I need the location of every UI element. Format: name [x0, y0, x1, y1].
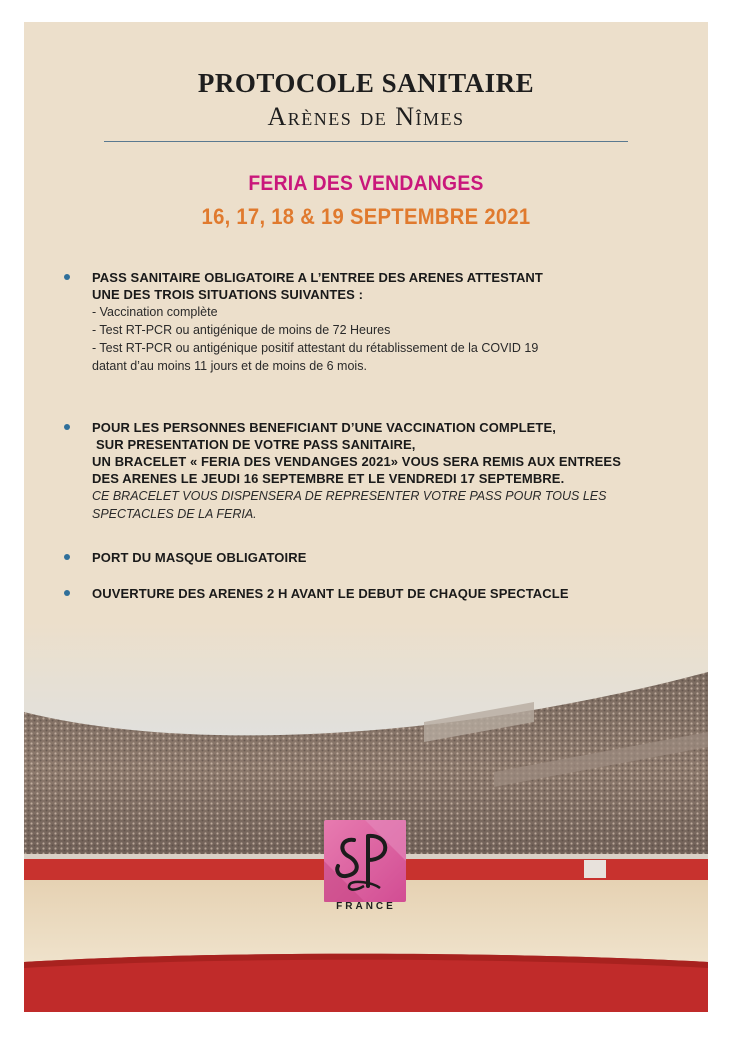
rule-heading-line: SUR PRESENTATION DE VOTRE PASS SANITAIRE, — [96, 437, 416, 452]
arena-illustration — [24, 622, 708, 1012]
rule-detail-line: - Vaccination complète — [92, 305, 218, 319]
arena-barrier-door — [584, 860, 606, 878]
rule-heading-line: PORT DU MASQUE OBLIGATOIRE — [92, 550, 307, 565]
logo-label: FRANCE — [336, 901, 396, 912]
rule-note-line: CE BRACELET VOUS DISPENSERA DE REPRESENTER VOTRE PASS POUR TOUS LES — [92, 489, 607, 503]
rule-detail-line: datant d’au moins 11 jours et de moins de 6 mois. — [92, 359, 367, 373]
rule-heading-line: POUR LES PERSONNES BENEFICIANT D’UNE VACCINATION COMPLETE, — [92, 420, 556, 435]
page-subtitle: Arènes de Nîmes — [267, 102, 465, 131]
sp-logo — [324, 820, 406, 902]
event-dates: 16, 17, 18 & 19 SEPTEMBRE 2021 — [201, 204, 531, 229]
rule-detail-line: - Test RT-PCR ou antigénique de moins de 72 Heures — [92, 323, 391, 337]
poster — [24, 22, 708, 1012]
page-title: PROTOCOLE SANITAIRE — [197, 68, 535, 98]
sp-monogram-icon — [324, 820, 406, 902]
rule-detail-line: - Test RT-PCR ou antigénique positif attestant du rétablissement de la COVID 19 — [92, 341, 539, 355]
bullet-dot-icon — [64, 590, 70, 596]
rule-heading-line: UNE DES TROIS SITUATIONS SUIVANTES : — [92, 287, 364, 302]
rule-item-ouverture — [60, 585, 569, 602]
event-name: FERIA DES VENDANGES — [248, 172, 484, 195]
rule-item-pass-sanitaire — [60, 269, 543, 375]
title-divider — [104, 141, 628, 142]
arena-photo — [24, 622, 708, 1012]
rule-heading-line: UN BRACELET « FERIA DES VENDANGES 2021» VOUS SERA REMIS AUX ENTREES — [92, 454, 621, 469]
rule-heading-line: OUVERTURE DES ARENES 2 H AVANT LE DEBUT DE CHAQUE SPECTACLE — [92, 586, 569, 601]
rule-heading-line: DES ARENES LE JEUDI 16 SEPTEMBRE ET LE VENDREDI 17 SEPTEMBRE. — [92, 471, 565, 486]
rule-item-bracelet — [60, 419, 621, 523]
rule-item-masque — [60, 549, 306, 566]
rule-note-line: SPECTACLES DE LA FERIA. — [92, 507, 257, 521]
rule-heading-line: PASS SANITAIRE OBLIGATOIRE A L’ENTREE DES ARENES ATTESTANT — [92, 270, 543, 285]
bullet-dot-icon — [64, 274, 70, 280]
bullet-dot-icon — [64, 424, 70, 430]
bullet-dot-icon — [64, 554, 70, 560]
